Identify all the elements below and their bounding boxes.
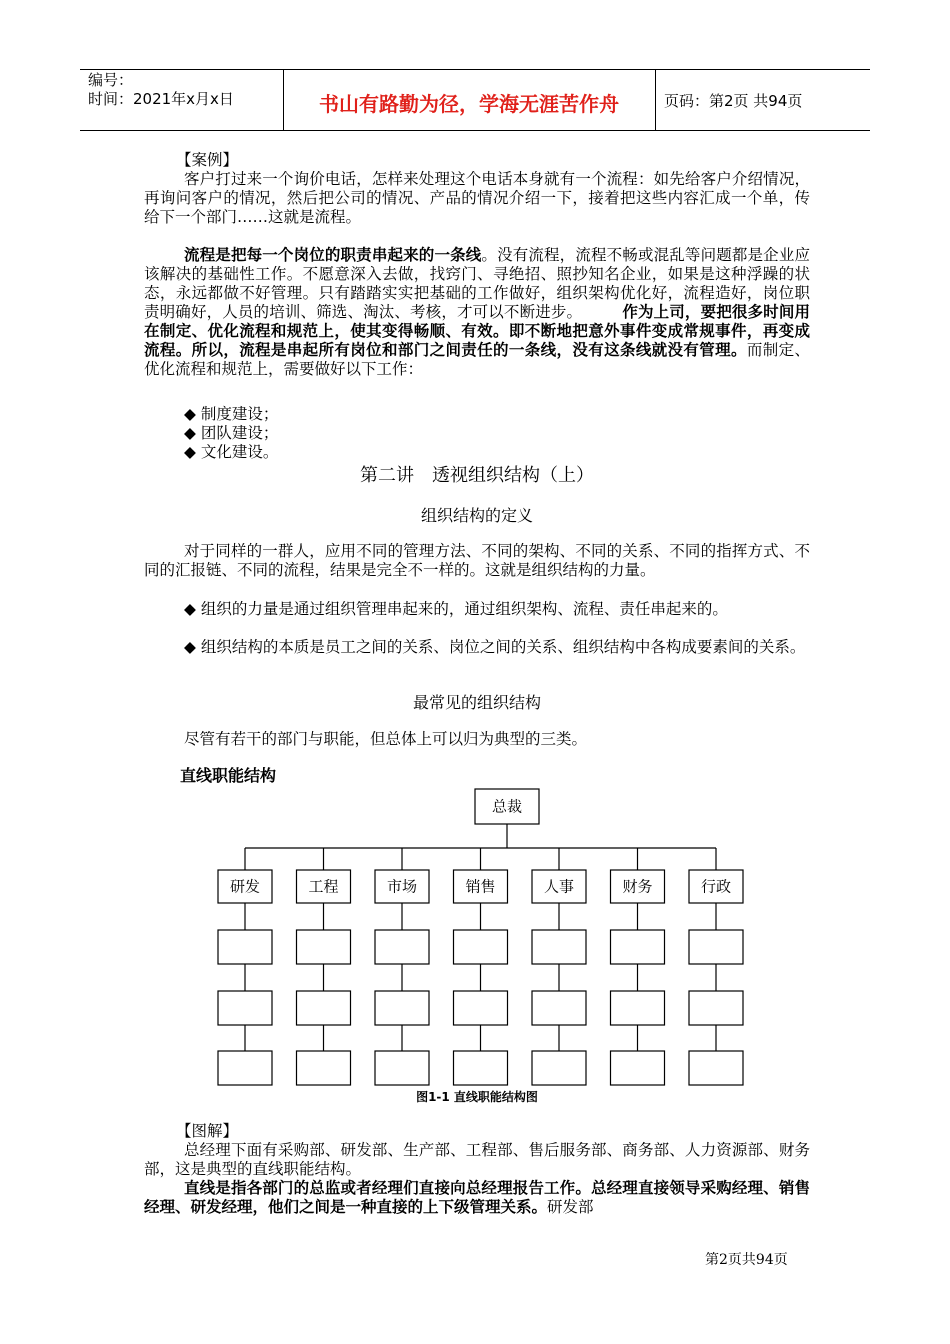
definition-p3: ◆ 组织结构的本质是员工之间的关系、岗位之间的关系、组织结构中各构成要素间的关系。 [184,638,806,656]
lecture-title: 第二讲 透视组织结构（上） [360,465,594,486]
definition-title: 组织结构的定义 [420,506,533,525]
sub-position-box [297,930,351,964]
sub-position-box [218,930,272,964]
sub-position-box [689,1051,743,1085]
definition-p1: 对于同样的一群人，应用不同的管理方法、不同的架构、不同的关系、不同的指挥方式、不同的汇报链、不同的流程，结果是完全不一样的。这就是组织结构的力量。 [144,542,810,579]
process-bold-1: 流程是把每一个岗位的职责串起来的一条线 [184,246,482,264]
structure-subtitle: 直线职能结构 [180,766,277,785]
sub-position-box [611,930,665,964]
sub-position-box [375,991,429,1025]
sub-position-box [532,930,586,964]
sub-position-box [611,1051,665,1085]
common-text: 尽管有若干的部门与职能，但总体上可以归为典型的三类。 [184,730,588,748]
sub-position-box [454,930,508,964]
department-label: 行政 [700,877,732,896]
sub-position-box [218,1051,272,1085]
department-label: 人事 [543,877,575,896]
chart-caption: 图1-1 直线职能结构图 [416,1090,538,1104]
page-footer: 第2页共94页 [705,1252,788,1268]
bullet-item: ◆ 团队建设； [184,424,279,442]
department-label: 研发 [229,877,261,896]
sub-position-box [689,991,743,1025]
common-title: 最常见的组织结构 [412,693,541,712]
process-text-2: 而制定、优化流程和规范上，需要做好以下工作： [144,341,810,378]
diagram-explain-title: 【图解】 [176,1122,239,1140]
diagram-explain-tail: 研发部 [547,1198,594,1216]
sub-position-box [375,930,429,964]
time-label: 时间：2021年x月x日 [88,90,234,108]
root-label: 总裁 [491,797,523,816]
sub-position-box [297,991,351,1025]
definition-p2: ◆ 组织的力量是通过组织管理串起来的，通过组织架构、流程、责任串起来的。 [184,600,728,618]
header-motto: 书山有路勤为径，学海无涯苦作舟 [319,92,619,116]
sub-position-box [532,1051,586,1085]
sub-position-box [532,991,586,1025]
process-bold-2: 作为上司，要把很多时间用在制定、优化流程和规范上，使其变得畅顺、有效。即不断地把意外事件变成常规事件，再变成流程。所以，流程是串起所有岗位和部门之间责任的一条线，没有这条线就没有管理。 [144,303,810,359]
department-label: 工程 [308,877,339,896]
number-label: 编号： [88,71,134,89]
sub-position-box [297,1051,351,1085]
header-page-label: 页码：第2页 共94页 [664,92,803,110]
diagram-explain-bold: 直线是指各部门的总监或者经理们直接向总经理报告工作。总经理直接领导采购经理、销售经理、研发经理，他们之间是一种直接的上下级管理关系。 [144,1179,810,1216]
bullet-item: ◆ 制度建设； [184,405,279,423]
sub-position-box [218,991,272,1025]
sub-position-box [689,930,743,964]
diagram-explain-bold-paragraph [144,1179,810,1217]
department-label: 市场 [386,877,418,896]
bullet-item: ◆ 文化建设。 [184,443,279,461]
diagram-explain-text: 总经理下面有采购部、研发部、生产部、工程部、售后服务部、商务部、人力资源部、财务部，这是典型的直线职能结构。 [144,1141,810,1178]
department-label: 财务 [622,877,653,896]
department-label: 销售 [465,877,496,896]
case-title: 【案例】 [176,151,239,169]
process-text-1: 。没有流程，流程不畅或混乱等问题都是企业应该解决的基础性工作。不愿意深入去做，找窍门、寻绝招、照抄知名企业，如果是这种浮躁的状态，永远都做不好管理。只有踏踏实实把基础的工作做好，组织架构优化好，流程造好，岗位职责明确好，人员的培训、筛选、淘汰、考核，才可以不断进步。 [144,246,810,321]
sub-position-box [454,1051,508,1085]
case-text: 客户打过来一个询价电话，怎样来处理这个电话本身就有一个流程：如先给客户介绍情况，再询问客户的情况，然后把公司的情况、产品的情况介绍一下，接着把这些内容汇成一个单，传给下一个部门……这就是流程。 [144,170,810,226]
sub-position-box [375,1051,429,1085]
sub-position-box [611,991,665,1025]
sub-position-box [454,991,508,1025]
